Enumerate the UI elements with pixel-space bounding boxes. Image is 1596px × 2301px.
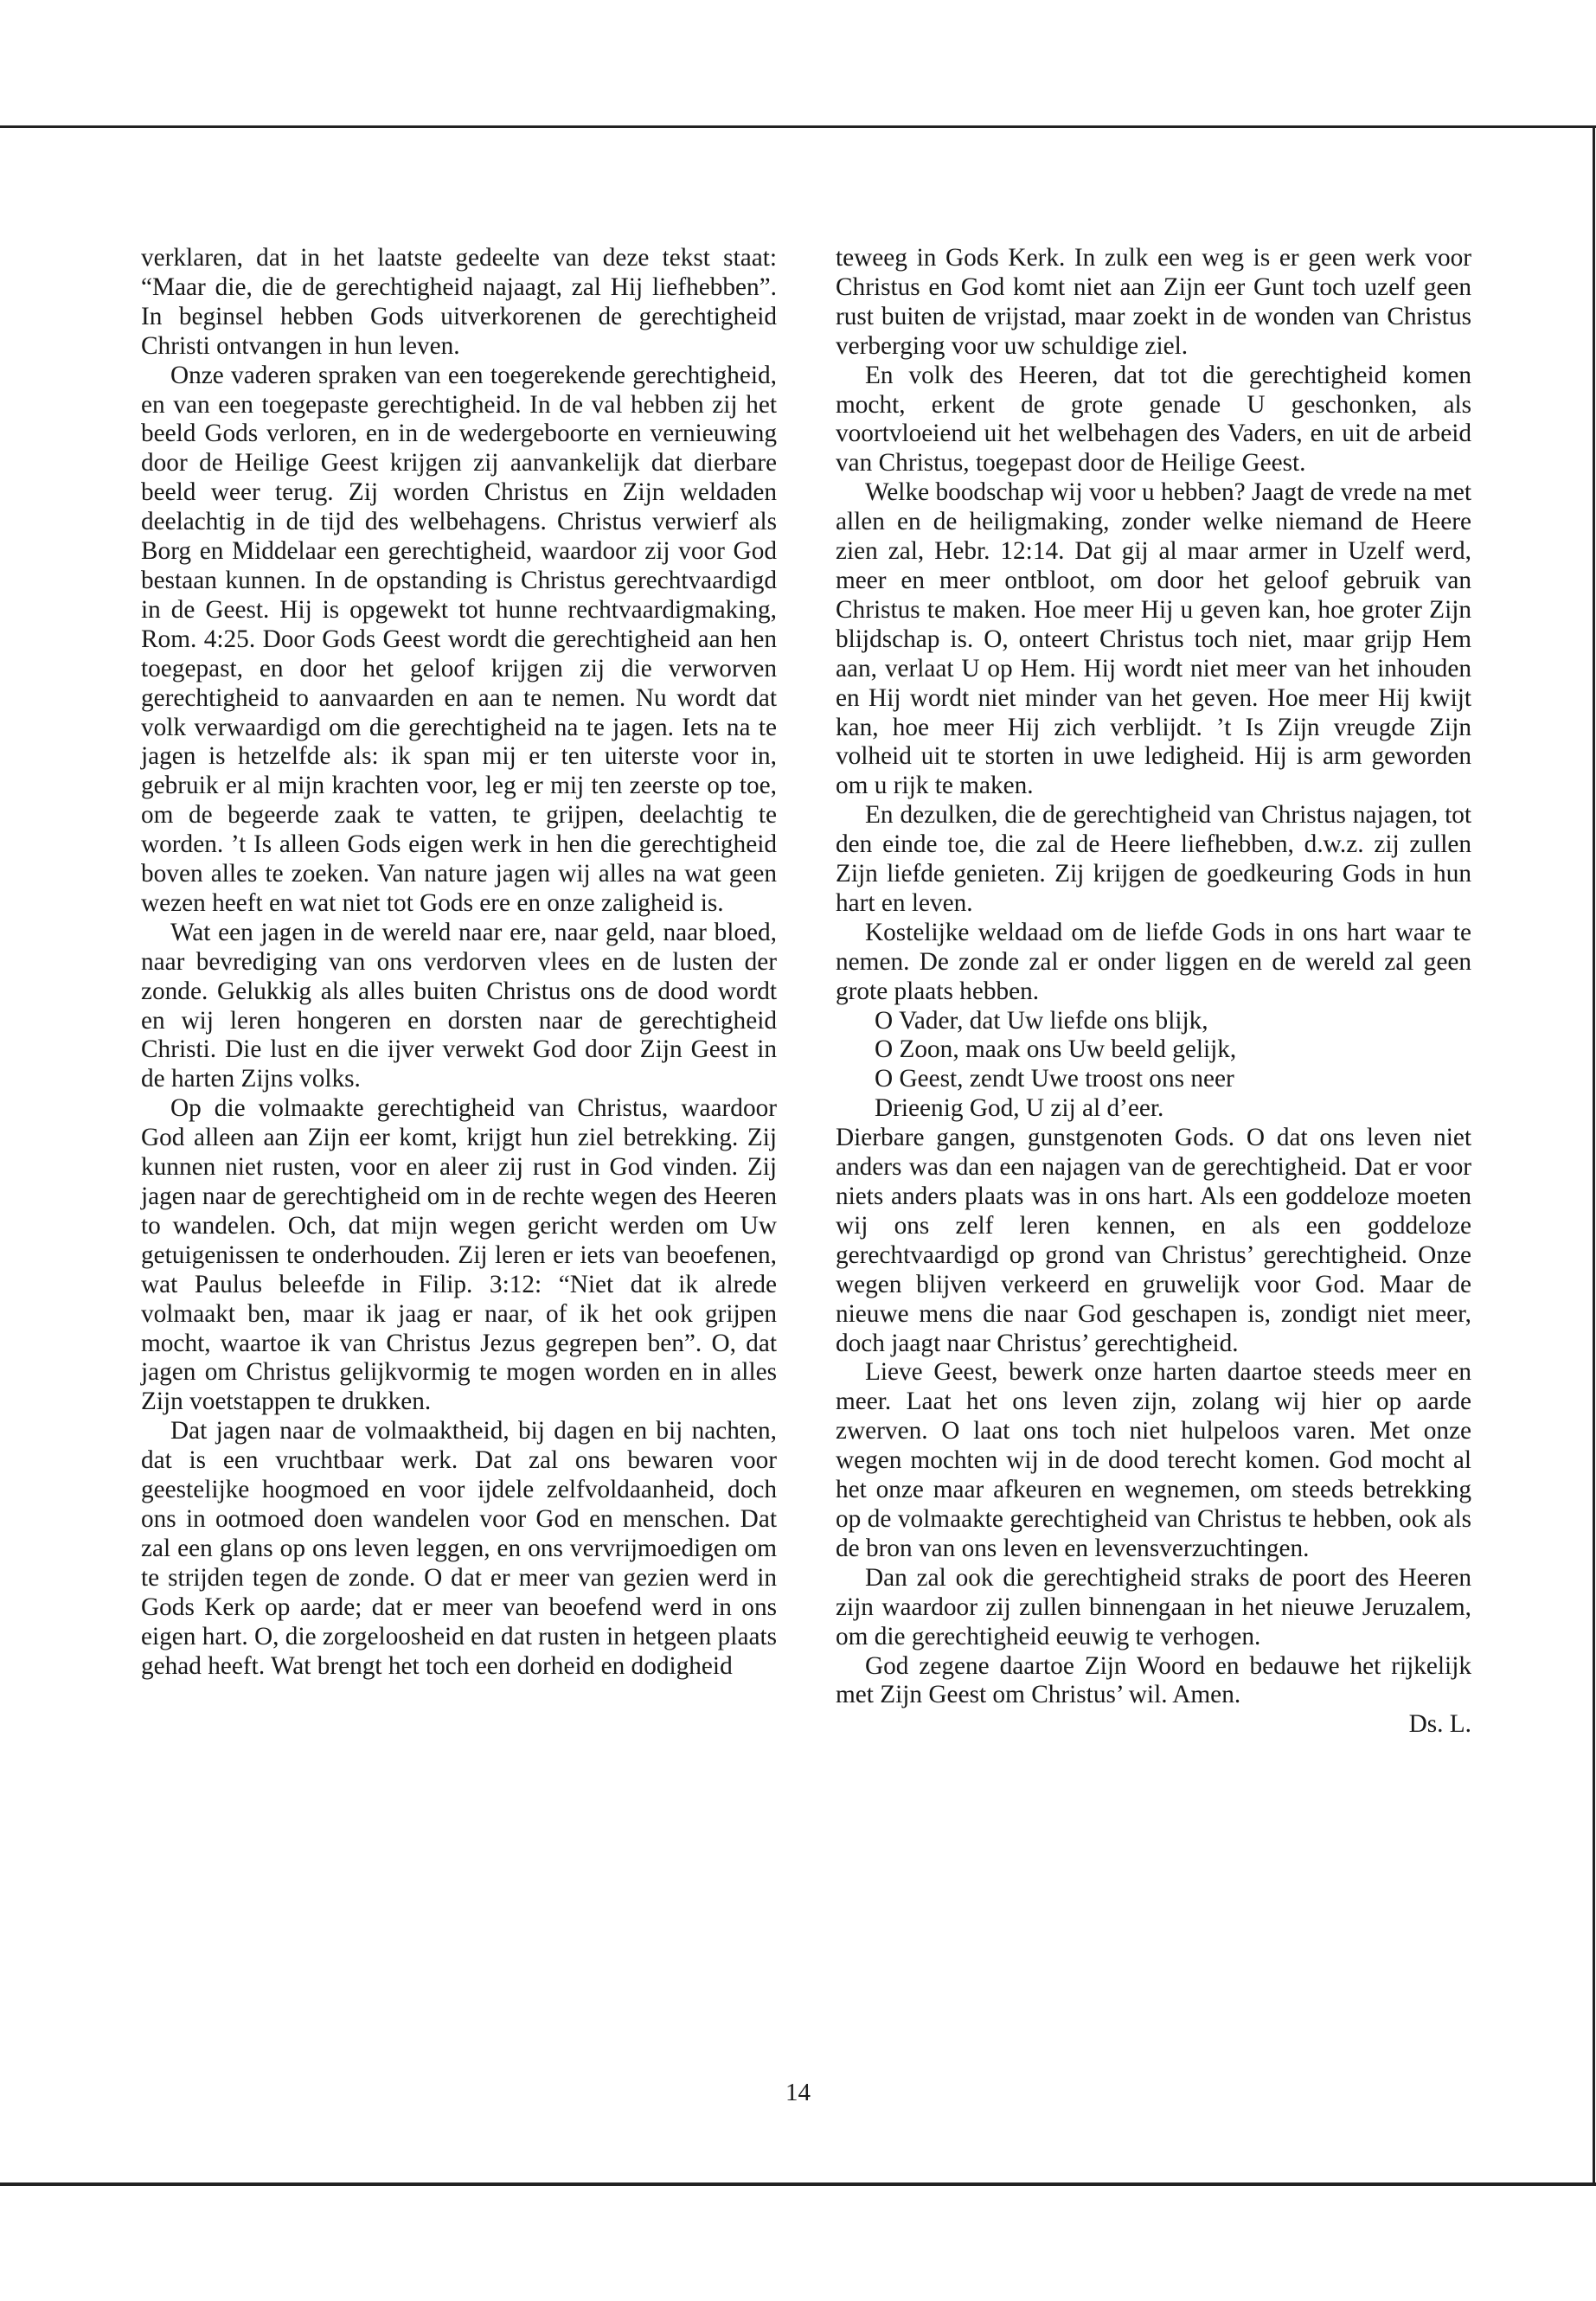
page-number: 14 — [785, 2079, 811, 2106]
poem-stanza — [836, 1007, 1471, 1125]
paragraph: Op die volmaakte gerechtigheid van Christus, waardoor God alleen aan Zijn eer komt, krijgt hun ziel betrekking. Zij kunnen niet rusten, voor en aleer zij rust in God vinden. Zij jagen naar de gerechtigheid om in de rechte wegen des Heeren to wandelen. Och, dat mijn wegen gericht werden om Uw getuigenissen te onderhouden. Zij leren er iets van beoefenen, wat Paulus beleefde in Filip. 3:12: “Niet dat ik alrede volmaakt ben, maar ik jaag er naar, of ik het ook grijpen mocht, waartoe ik van Christus Jezus gegrepen ben”. O, dat jagen om Christus gelijkvormig te mogen worden en in alles Zijn voetstappen te drukken. — [141, 1094, 777, 1416]
paragraph: Lieve Geest, bewerk onze harten daartoe steeds meer en meer. Laat het ons leven zijn, zolang wij hier op aarde zwerven. O laat ons toch niet hulpeloos varen. Met onze wegen mochten wij in de dood terecht komen. God mocht al het onze maar afkeuren en wegnemen, om steeds betrekking op de volmaakte gerechtigheid van Christus te hebben, ook als de bron van ons leven en levensverzuchtingen. — [836, 1358, 1471, 1562]
paragraph: Wat een jagen in de wereld naar ere, naar geld, naar bloed, naar bevrediging van ons verdorven vlees en de lusten der zonde. Gelukkig als alles buiten Christus ons de dood wordt en wij leren hongeren en dorsten naar de gerechtigheid Christi. Die lust en die ijver verwekt God door Zijn Geest in de harten Zijns volks. — [141, 918, 777, 1093]
bottom-border-rule — [0, 2182, 1596, 2186]
author-signature: Ds. L. — [1408, 1710, 1471, 1739]
paragraph: verklaren, dat in het laatste gedeelte van deze tekst staat: “Maar die, die de gerechtigheid najaagt, zal Hij liefhebben”. In beginsel hebben Gods uitverkorenen de gerechtigheid Christi ontvangen in hun leven. — [141, 244, 777, 360]
paragraph: teweeg in Gods Kerk. In zulk een weg is er geen werk voor Christus en God komt niet aan Zijn eer Gunt toch uzelf geen rust buiten de vrijstad, maar zoekt in de wonden van Christus verberging voor uw schuldige ziel. — [836, 244, 1471, 360]
paragraph: Welke boodschap wij voor u hebben? Jaagt de vrede na met allen en de heiligmaking, zonder welke niemand de Heere zien zal, Hebr. 12:14. Dat gij al maar armer in Uzelf werd, meer en meer ontbloot, om door het geloof gebruik van Christus te maken. Hoe meer Hij u geven kan, hoe groter Zijn blijdschap is. O, onteert Christus toch niet, maar grijp Hem aan, verlaat U op Hem. Hij wordt niet meer van het inhouden en Hij wordt niet minder van het geven. Hoe meer Hij kwijt kan, hoe meer Hij zich verblijdt. ’t Is Zijn vreugde Zijn volheid uit te storten in uwe ledigheid. Hij is arm geworden om u rijk te maken. — [836, 478, 1471, 800]
left-column — [141, 244, 777, 1681]
paragraph: Dat jagen naar de volmaaktheid, bij dagen en bij nachten, dat is een vruchtbaar werk. Dat zal ons bewaren voor geestelijke hoogmoed en voor ijdele zelfvoldaanheid, doch ons in ootmoed doen wandelen voor God en menschen. Dat zal een glans op ons leven leggen, en ons vervrijmoedigen om te strijden tegen de zonde. O dat er meer van gezien werd in Gods Kerk op aarde; dat er meer van beoefend werd in ons eigen hart. O, die zorgeloosheid en dat rusten in hetgeen plaats gehad heeft. Wat brengt het toch een dorheid en dodigheid — [141, 1417, 777, 1680]
paragraph: Kostelijke weldaad om de liefde Gods in ons hart waar te nemen. De zonde zal er onder liggen en de wereld zal geen grote plaats hebben. — [836, 918, 1471, 1005]
paragraph: Dierbare gangen, gunstgenoten Gods. O dat ons leven niet anders was dan een najagen van de gerechtigheid. Dat er voor niets anders plaats was in ons hart. Als een goddeloze moeten wij ons zelf leren kennen, en als een goddeloze gerechtvaardigd op grond van Christus’ gerechtigheid. Onze wegen blijven verkeerd en gruwelijk voor God. Maar de nieuwe mens die naar God geschapen is, zondigt niet meer, doch jaagt naar Christus’ gerechtigheid. — [836, 1124, 1471, 1357]
paragraph: En dezulken, die de gerechtigheid van Christus najagen, tot den einde toe, die zal de Heere liefhebben, d.w.z. zij zullen Zijn liefde genieten. Zij krijgen de goedkeuring Gods in hun hart en leven. — [836, 801, 1471, 917]
paragraph: En volk des Heeren, dat tot die gerechtigheid komen mocht, erkent de grote genade U geschonken, als voortvloeiend uit het welbehagen des Vaders, en uit de arbeid van Christus, toegepast door de Heilige Geest. — [836, 361, 1471, 478]
poem-line: O Zoon, maak ons Uw beeld gelijk, — [875, 1035, 1237, 1064]
paragraph: God zegene daartoe Zijn Woord en bedauwe het rijkelijk met Zijn Geest om Christus’ wil. Amen. — [836, 1651, 1471, 1709]
poem-line: O Vader, dat Uw liefde ons blijk, — [875, 1006, 1208, 1035]
paragraph: Onze vaderen spraken van een toegerekende gerechtigheid, en van een toegepaste gerechtigheid. In de val hebben zij het beeld Gods verloren, en in de wedergeboorte en vernieuwing door de Heilige Geest krijgen zij aanvankelijk dat dierbare beeld weer terug. Zij worden Christus en Zijn weldaden deelachtig in de tijd des welbehagens. Christus verwierf als Borg en Middelaar een gerechtigheid, waardoor zij voor God bestaan kunnen. In de opstanding is Christus gerechtvaardigd in de Geest. Hij is opgewekt tot hunne rechtvaardigmaking, Rom. 4:25. Door Gods Geest wordt die gerechtigheid aan hen toegepast, en door het geloof krijgen zij die verworven gerechtigheid to aanvaarden en aan te nemen. Nu wordt dat volk verwaardigd om die gerechtigheid na te jagen. Iets na te jagen is hetzelfde als: ik span mij er ten uiterste voor in, gebruik er al mijn krachten voor, leg er mij ten zeerste op toe, om de begeerde zaak te vatten, te grijpen, deelachtig te worden. ’t Is alleen Gods eigen werk in hen die gerechtigheid boven alles te zoeken. Van nature jagen wij alles na wat geen wezen heeft en wat niet tot Gods ere en onze zaligheid is. — [141, 361, 777, 917]
poem-line: Drieenig God, U zij al d’eer. — [875, 1094, 1164, 1123]
top-border-rule — [0, 125, 1596, 128]
poem-line: O Geest, zendt Uwe troost ons neer — [875, 1065, 1234, 1093]
right-column — [836, 244, 1471, 1740]
paragraph: Dan zal ook die gerechtigheid straks de poort des Heeren zijn waardoor zij zullen binnengaan in het nieuwe Jeruzalem, om die gerechtigheid eeuwig te verhogen. — [836, 1563, 1471, 1650]
right-border-rule — [1593, 125, 1595, 2184]
